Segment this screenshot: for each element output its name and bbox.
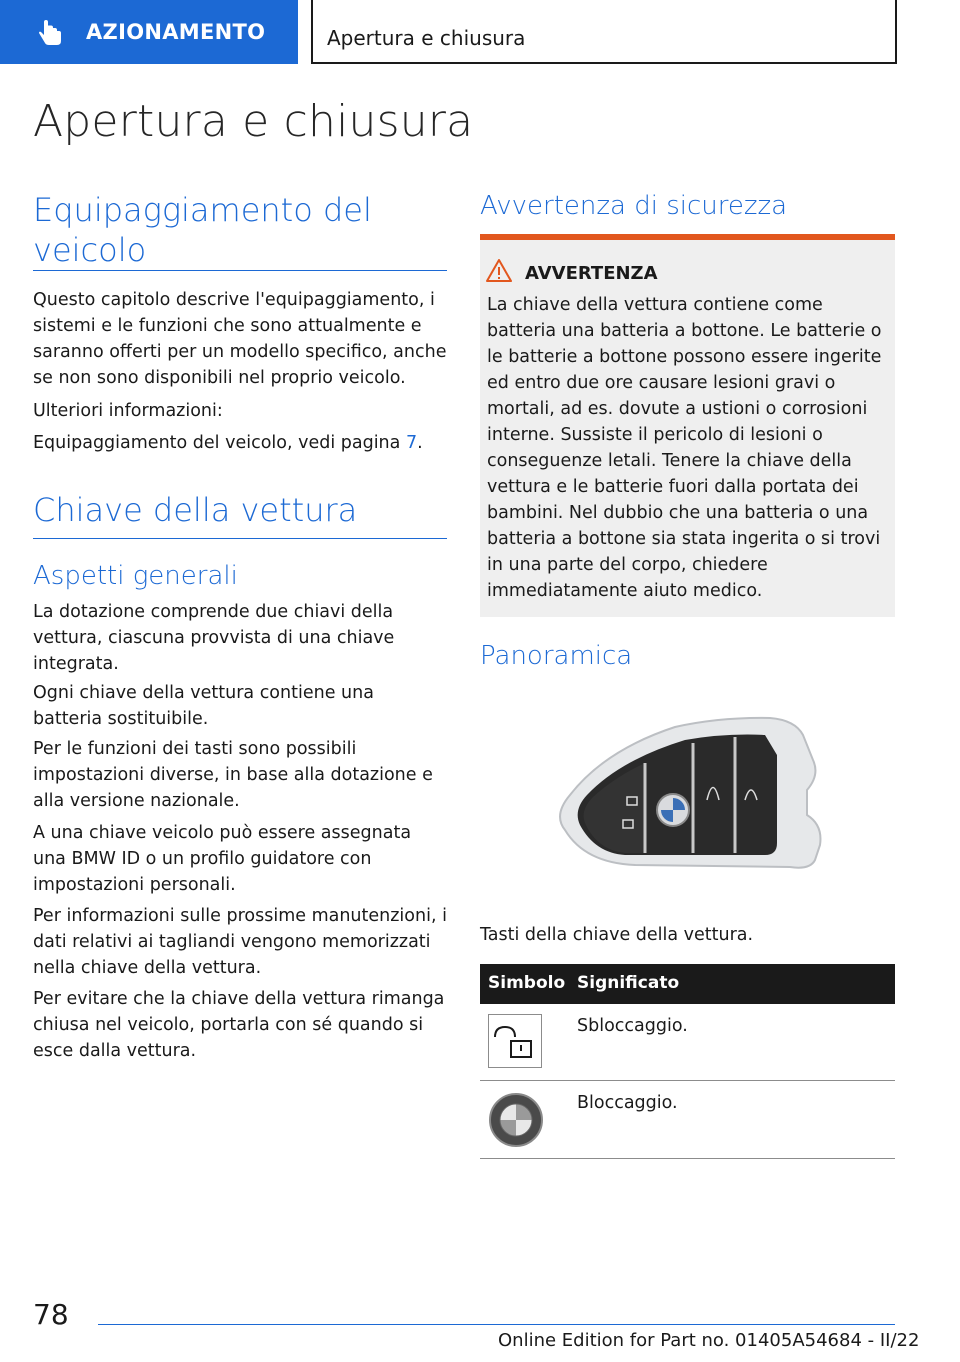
paragraph-key-locked: Per evitare che la chiave della vettura rimanga chiusa nel veicolo, portarla con sé quando si esce dalla vettura.	[33, 989, 445, 1061]
table-header	[480, 964, 895, 1004]
paragraph-more-info: Ulteriori informazioni:	[33, 401, 223, 421]
symbol-table	[480, 964, 895, 1159]
edition-info: Online Edition for Part no. 01405A54684 - II/22	[498, 1330, 920, 1351]
page-link[interactable]: 7	[405, 433, 418, 453]
paragraph-two-keys: La dotazione comprende due chiavi della vettura, ciascuna provvista di una chiave integrata.	[33, 602, 395, 674]
heading-general-aspects: Aspetti generali	[33, 561, 238, 591]
warning-triangle-icon	[486, 258, 512, 284]
hand-pointer-icon	[36, 18, 66, 48]
footer-rule	[98, 1324, 895, 1325]
paragraph-reference	[33, 430, 448, 456]
bmw-logo-icon	[488, 1092, 544, 1148]
paragraph-battery: Ogni chiave della vettura contiene una batteria sostituibile.	[33, 683, 374, 729]
page-title: Apertura e chiusura	[33, 96, 474, 147]
heading-vehicle-key: Chiave della vettura	[33, 491, 358, 529]
section-tab[interactable]	[0, 0, 298, 64]
column-header-symbol: Simbolo	[488, 973, 566, 993]
reference-end: .	[417, 433, 423, 453]
section-label: AZIONAMENTO	[86, 20, 266, 44]
paragraph-button-functions: Per le funzioni dei tasti sono possibili impostazioni diverse, in base alla dotazione e alla versione nazionale.	[33, 739, 433, 811]
topic-label: Apertura e chiusura	[327, 26, 526, 50]
heading-overview: Panoramica	[480, 641, 633, 671]
heading-rule	[33, 538, 447, 539]
heading-vehicle-equipment: Equipaggiamento del veicolo	[33, 191, 372, 269]
table-row	[480, 1004, 895, 1081]
heading-safety-note: Avvertenza di sicurezza	[480, 191, 788, 221]
heading-rule	[33, 270, 447, 271]
warning-text: La chiave della vettura contiene come batteria una batteria a bottone. Le batterie o le batterie a bottone possono essere ingerite ed entro due ore causare lesioni gravi o mortali, ad es. dovute a ustioni o corrosioni interne. Sussiste il pericolo di lesioni o conseguenze letali. Tenere la chiave della vettura e le batterie fuori dalla portata dei bambini. Nel dubbio che una batteria o una batteria a bottone sia stata ingerita o si trovi in una parte del corpo, chiedere immediatamente aiuto medico.	[487, 295, 882, 601]
topic-tab[interactable]	[311, 0, 897, 64]
meaning-lock: Bloccaggio.	[577, 1093, 678, 1113]
car-key-image	[545, 715, 830, 875]
page-number: 78	[33, 1298, 69, 1331]
column-header-meaning: Significato	[577, 973, 680, 993]
image-caption: Tasti della chiave della vettura.	[480, 925, 754, 945]
meaning-unlock: Sbloccaggio.	[577, 1016, 688, 1036]
warning-title: AVVERTENZA	[525, 263, 658, 284]
paragraph-vehicle-equipment: Questo capitolo descrive l'equipaggiamento, i sistemi e le funzioni che sono attualmente e saranno offerti per un modello specifico, anche se non sono disponibili nel proprio veicolo.	[33, 290, 447, 388]
paragraph-bmw-id: A una chiave veicolo può essere assegnata una BMW ID o un profilo guidatore con impostazioni personali.	[33, 823, 412, 895]
reference-text: Equipaggiamento del veicolo, vedi pagina	[33, 433, 401, 453]
paragraph-service-data: Per informazioni sulle prossime manutenzioni, i dati relativi ai tagliandi vengono memorizzati nella chiave della vettura.	[33, 906, 447, 978]
table-row	[480, 1081, 895, 1159]
unlock-icon	[488, 1014, 542, 1068]
